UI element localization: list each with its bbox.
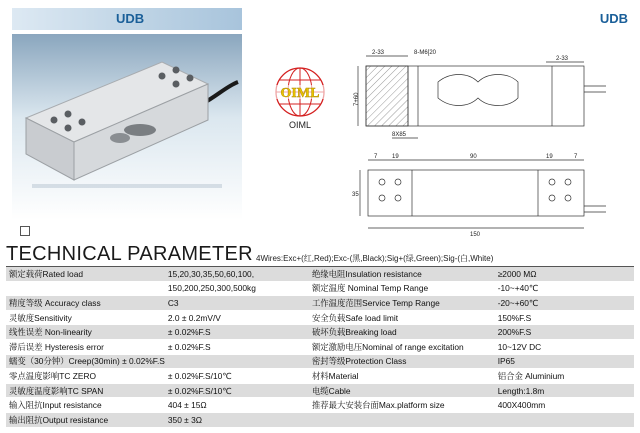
svg-text:90: 90 xyxy=(470,154,477,160)
table-cell: 2.0 ± 0.2mV/V xyxy=(165,310,309,325)
table-cell: 10~12V DC xyxy=(495,339,634,354)
table-cell: Length:1.8m xyxy=(495,383,634,398)
svg-text:7: 7 xyxy=(374,154,378,160)
wiring-note: 4Wires:Exc+(红,Red);Exc-(黑,Black);Sig+(绿,Green);Sig-(白,White) xyxy=(256,254,494,263)
table-cell: 推荐最大安装台面Max.platform size xyxy=(309,398,495,413)
table-cell: 灵敏度Sensitivity xyxy=(6,310,165,325)
table-row xyxy=(6,412,634,427)
table-cell: 蠕变（30分钟）Creep(30min) ± 0.02%F.S xyxy=(6,354,165,369)
table-cell: 绝缘电阻Insulation resistance xyxy=(309,267,495,281)
svg-text:150: 150 xyxy=(470,232,481,238)
oiml-label: OIML xyxy=(288,120,311,130)
top-view-drawing xyxy=(352,152,612,238)
table-cell: 电缆Cable xyxy=(309,383,495,398)
svg-text:19: 19 xyxy=(392,154,399,160)
svg-text:8-M6[20: 8-M6[20 xyxy=(414,50,437,56)
table-cell: C3 xyxy=(165,296,309,311)
svg-text:OIML: OIML xyxy=(280,86,320,101)
table-cell: ± 0.02%F.S/10℃ xyxy=(165,369,309,384)
product-photo xyxy=(12,34,242,220)
table-cell: IP65 xyxy=(495,354,634,369)
table-cell: 输出阻抗Output resistance xyxy=(6,412,165,427)
table-row xyxy=(6,281,634,296)
table-cell: -20~+60℃ xyxy=(495,296,634,311)
table-cell: ± 0.02%F.S xyxy=(165,339,309,354)
table-row xyxy=(6,398,634,413)
small-reference-box xyxy=(20,226,30,236)
table-cell: 404 ± 15Ω xyxy=(165,398,309,413)
model-title-right: UDB xyxy=(599,11,628,26)
table-row xyxy=(6,267,634,281)
table-cell xyxy=(165,354,309,369)
table-cell: 破坏负载Breaking load xyxy=(309,325,495,340)
parameter-table xyxy=(6,267,634,428)
table-cell: 150,200,250,300,500kg xyxy=(165,281,309,296)
table-cell: 铝合金 Aluminium xyxy=(495,369,634,384)
svg-text:7: 7 xyxy=(574,154,578,160)
table-cell: 线性误差 Non-linearity xyxy=(6,325,165,340)
oiml-logo xyxy=(255,66,345,144)
table-row xyxy=(6,354,634,369)
table-row xyxy=(6,383,634,398)
table-cell: 滞后误差 Hysteresis error xyxy=(6,339,165,354)
table-cell: 额定激励电压Nominal of range excitation xyxy=(309,339,495,354)
table-cell: 密封等级Protection Class xyxy=(309,354,495,369)
table-cell: 灵敏度温度影响TC SPAN xyxy=(6,383,165,398)
side-view-drawing xyxy=(352,42,612,142)
table-cell: 输入阻抗Input resistance xyxy=(6,398,165,413)
load-cell-illustration xyxy=(12,34,242,220)
table-row xyxy=(6,296,634,311)
table-cell: 安全负载Safe load limit xyxy=(309,310,495,325)
table-cell: 200%F.S xyxy=(495,325,634,340)
table-cell: 400X400mm xyxy=(495,398,634,413)
table-cell xyxy=(6,281,165,296)
svg-text:35: 35 xyxy=(352,192,359,198)
table-cell: 精度等级 Accuracy class xyxy=(6,296,165,311)
table-row xyxy=(6,339,634,354)
svg-text:2-33: 2-33 xyxy=(556,56,569,62)
table-cell: 150%F.S xyxy=(495,310,634,325)
svg-text:2-33: 2-33 xyxy=(372,50,385,56)
table-row xyxy=(6,325,634,340)
table-cell xyxy=(309,412,495,427)
section-title: TECHNICAL PARAMETER xyxy=(6,243,253,265)
svg-text:7+60: 7+60 xyxy=(354,92,360,106)
table-cell: ≥2000 MΩ xyxy=(495,267,634,281)
table-cell: ± 0.02%F.S/10℃ xyxy=(165,383,309,398)
header-bar xyxy=(0,0,640,36)
table-row xyxy=(6,310,634,325)
table-cell xyxy=(495,412,634,427)
svg-text:19: 19 xyxy=(546,154,553,160)
table-cell: 工作温度范围Service Temp Range xyxy=(309,296,495,311)
table-row xyxy=(6,369,634,384)
table-cell: 零点温度影响TC ZERO xyxy=(6,369,165,384)
table-cell: -10~+40℃ xyxy=(495,281,634,296)
title-row xyxy=(6,243,636,267)
table-cell: 额定载荷Rated load xyxy=(6,267,165,281)
model-title-left: UDB xyxy=(116,11,145,26)
table-cell: 材料Material xyxy=(309,369,495,384)
table-cell: 350 ± 3Ω xyxy=(165,412,309,427)
globe-icon xyxy=(255,66,345,122)
svg-text:8X85: 8X85 xyxy=(392,132,407,138)
table-cell: ± 0.02%F.S xyxy=(165,325,309,340)
table-cell: 额定温度 Nominal Temp Range xyxy=(309,281,495,296)
table-cell: 15,20,30,35,50,60,100, xyxy=(165,267,309,281)
